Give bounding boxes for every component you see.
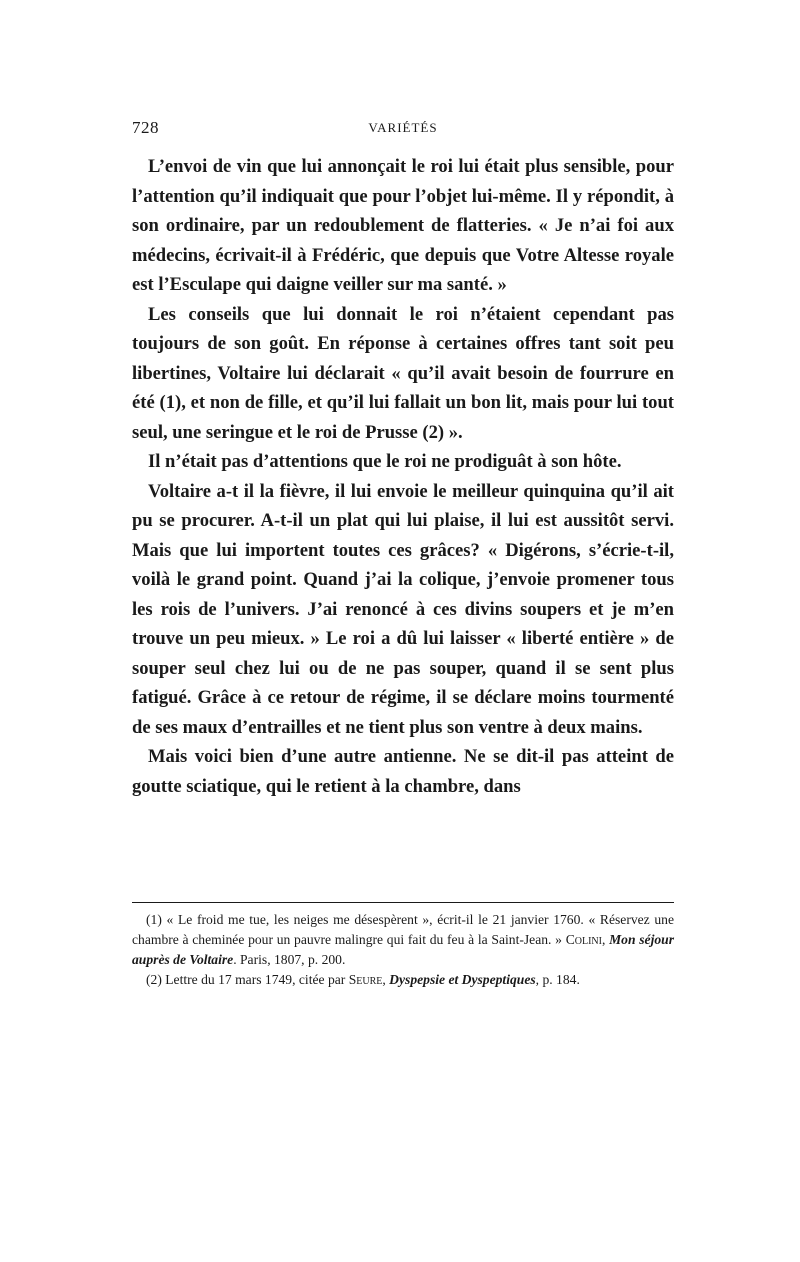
footnote-text: (2) Lettre du 17 mars 1749, citée par <box>146 972 349 987</box>
footnote-divider <box>132 902 674 903</box>
paragraph: Mais voici bien d’une autre antienne. Ne se dit-il pas atteint de goutte sciatique, qui le retient à la chambre, dans <box>132 746 674 797</box>
paragraph: Voltaire a-t il la fièvre, il lui envoie le meilleur quinquina qu’il ait pu se procurer. A-t-il un plat qui lui plaise, il lui est aussitôt servi. Mais que lui importent toutes ces grâces? « Digérons, s’écrie-t-il, voilà le grand point. Quand j’ai la colique, j’envoie promener tous les rois de l’univers. J’ai renoncé à ces divins soupers et je m’en trouve un peu mieux. » Le roi a dû lui laisser « liberté entière » de souper seul chez lui ou de ne pas souper, quand il se sent plus fatigué. Grâce à ce retour de régime, il se déclare moins tourmenté de ses maux d’entrailles et ne tient plus son ventre à deux mains. <box>132 480 674 738</box>
footnote-text: (1) « Le froid me tue, les neiges me désespèrent », écrit-il le 21 janvier 1760. « Réservez une chambre à cheminée pour un pauvre malingre qui fait du feu à la Saint-Jean. » <box>132 912 674 947</box>
footnote-reference: . Paris, 1807, p. 200. <box>233 952 346 967</box>
section-title: VARIÉTÉS <box>368 120 438 135</box>
running-head <box>132 118 674 140</box>
footnote-book-title: Dyspepsie et Dyspeptiques <box>389 972 536 987</box>
paragraph: Il n’était pas d’attentions que le roi ne prodiguât à son hôte. <box>148 451 622 472</box>
footnote-separator: , <box>382 972 390 987</box>
body-text <box>132 152 674 801</box>
footnote-2 <box>132 970 674 990</box>
footnote-reference: , p. 184. <box>535 972 580 987</box>
footnote-1 <box>132 910 674 970</box>
paragraph: L’envoi de vin que lui annonçait le roi lui était plus sensible, pour l’attention qu’il indiquait que pour l’objet lui-même. Il y répondit, à son ordinaire, par un redoublement de flatteries. « Je n’ai foi aux médecins, écrivait-il à Frédéric, que depuis que Votre Altesse royale est l’Esculape qui daigne veiller sur ma santé. » <box>132 156 674 295</box>
footnote-author: Colini <box>565 932 602 947</box>
footnote-author: Seure <box>348 972 383 987</box>
footnotes <box>132 910 674 990</box>
paragraph: Les conseils que lui donnait le roi n’étaient cependant pas toujours de son goût. En réponse à certaines offres tant soit peu libertines, Voltaire lui déclarait « qu’il avait besoin de fourrure en été (1), et non de fille, et qu’il lui fallait un bon lit, mais pour lui tout seul, une seringue et le roi de Prusse (2) ». <box>132 303 674 443</box>
page-number: 728 <box>132 118 159 137</box>
footnote-book-title: Mon séjour auprès de Voltaire <box>132 932 675 967</box>
footnote-separator: , <box>601 932 610 947</box>
